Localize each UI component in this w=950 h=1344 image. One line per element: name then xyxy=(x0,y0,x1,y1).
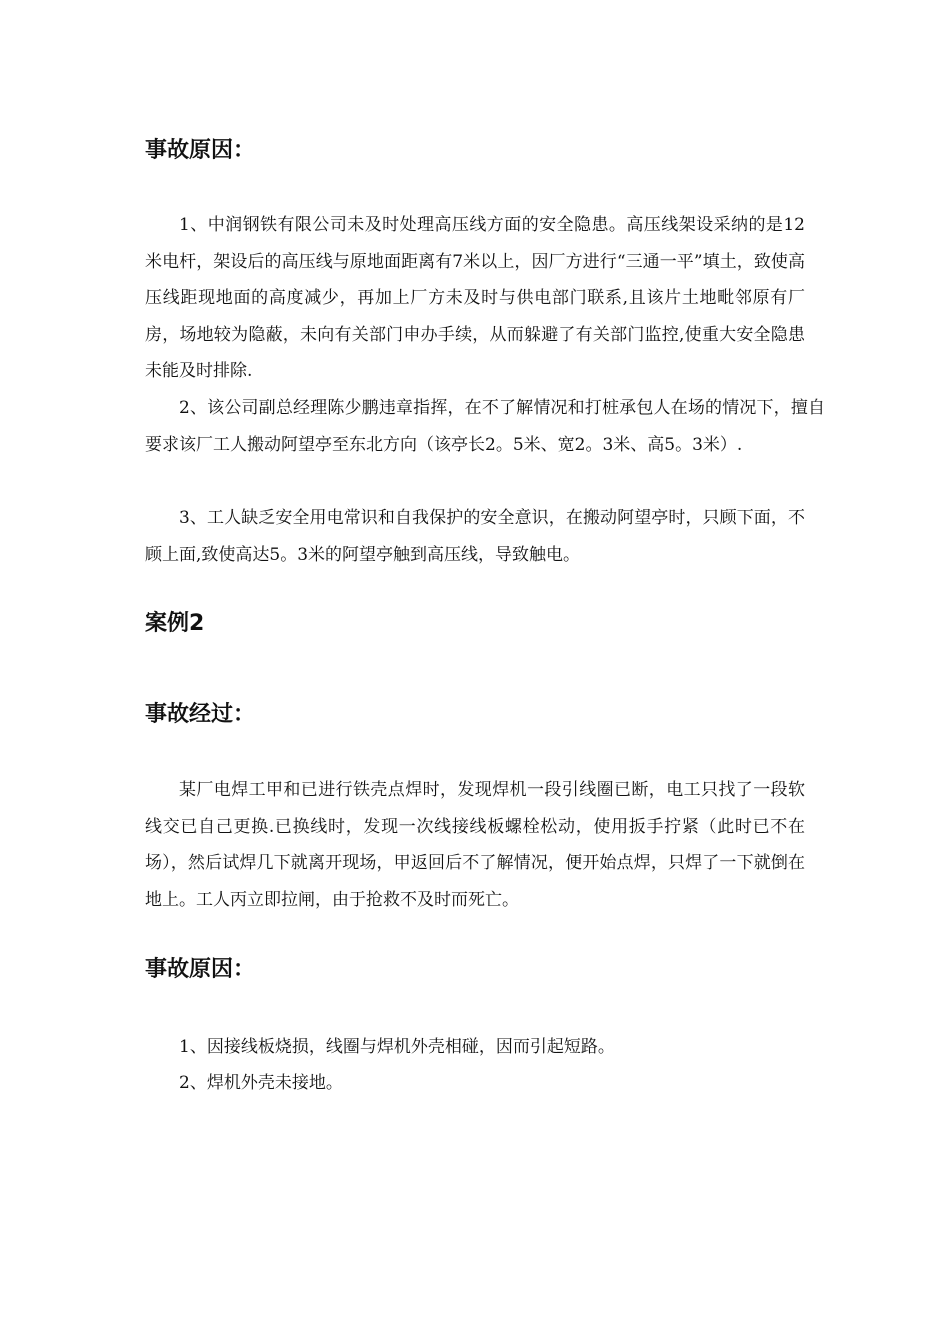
cause-paragraph-2: 2、该公司副总经理陈少鹏违章指挥，在不了解情况和打桩承包人在场的情况下，擅自要求该厂工人搬动阿望亭至东北方向（该亭长2。5米、宽2。3米、高5。3米）. xyxy=(145,398,825,455)
process-paragraph: 某厂电焊工甲和已进行铁壳点焊时，发现焊机一段引线圈已断，电工只找了一段软线交已自己更换.已换线时，发现一次线接线板螺栓松动，使用扳手拧紧（此时已不在场），然后试焊几下就离开现场，甲返回后不了解情况，便开始点焊，只焊了一下就倒在地上。工人丙立即拉闸，由于抢救不及时而死亡。 xyxy=(145,780,805,910)
case-title: 案例2 xyxy=(145,611,205,636)
section-heading-process: 事故经过： xyxy=(145,702,256,727)
cause2-item-2: 2、焊机外壳未接地。 xyxy=(179,1073,343,1093)
cause-paragraph-3: 3、工人缺乏安全用电常识和自我保护的安全意识，在搬动阿望亭时，只顾下面，不顾上面,致使高达5。3米的阿望亭触到高压线，导致触电。 xyxy=(145,508,805,565)
cause2-item-1: 1、因接线板烧损，线圈与焊机外壳相碰，因而引起短路。 xyxy=(179,1037,615,1057)
section-heading-cause-2: 事故原因： xyxy=(145,957,256,982)
section-heading-cause: 事故原因： xyxy=(145,138,256,163)
cause-paragraph-1: 1、中润钢铁有限公司未及时处理高压线方面的安全隐患。高压线架设采纳的是12米电杆，架设后的高压线与原地面距离有7米以上，因厂方进行“三通一平”填土，致使高压线距现地面的高度减少，再加上厂方未及时与供电部门联系,且该片土地毗邻原有厂房，场地较为隐蔽，未向有关部门申办手续，从而躲避了有关部门监控,使重大安全隐患未能及时排除. xyxy=(145,215,805,381)
